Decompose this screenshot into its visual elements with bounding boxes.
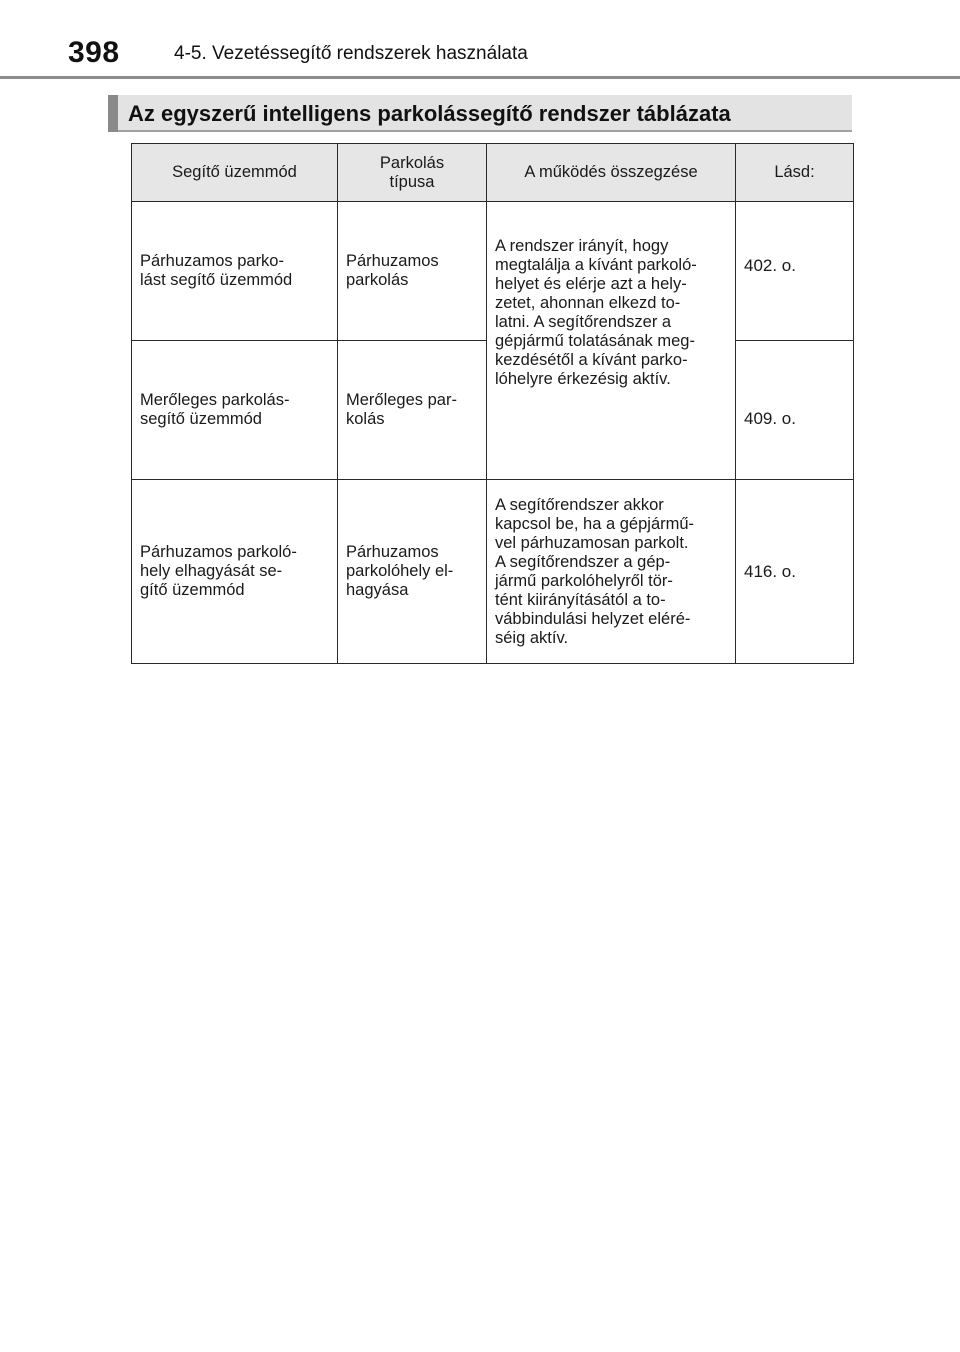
cell-type: Párhuzamos parkolás — [338, 202, 487, 341]
table-row — [132, 480, 854, 664]
cell-ref: 402. o. — [736, 202, 854, 341]
header-divider — [0, 76, 960, 79]
cell-mode: Merőleges parkolás- segítő üzemmód — [132, 341, 338, 480]
section-title: Az egyszerű intelligens parkolássegítő rendszer táblázata — [128, 101, 731, 126]
cell-mode: Párhuzamos parko- lást segítő üzemmód — [132, 202, 338, 341]
column-header-ref: Lásd: — [736, 144, 854, 202]
cell-ref: 409. o. — [736, 341, 854, 480]
table-row — [132, 202, 854, 341]
page-number: 398 — [68, 36, 120, 69]
table-header-row — [132, 144, 854, 202]
chapter-title: 4-5. Vezetéssegítő rendszerek használata — [174, 43, 528, 64]
section-title-band — [108, 95, 852, 132]
column-header-type: Parkolás típusa — [338, 144, 487, 202]
cell-summary: A rendszer irányít, hogy megtalálja a kívánt parkoló- helyet és elérje azt a hely- zetet, ahonnan elkezd to- latni. A segítőrendszer a gépjármű tolatásának meg- kezdésétől a kívánt parko- lóhelyre érkezésig aktív. — [487, 202, 736, 480]
parking-assist-table — [131, 143, 854, 664]
cell-ref: 416. o. — [736, 480, 854, 664]
cell-type: Merőleges par- kolás — [338, 341, 487, 480]
column-header-summary: A működés összegzése — [487, 144, 736, 202]
cell-summary: A segítőrendszer akkor kapcsol be, ha a gépjármű- vel párhuzamosan parkolt. A segítőrendszer a gép- jármű parkolóhelyről tör- tént kiirányításától a to- vábbindulási helyzet eléré- séig aktív. — [487, 480, 736, 664]
cell-mode: Párhuzamos parkoló- hely elhagyását se- gítő üzemmód — [132, 480, 338, 664]
section-title-accent-bar — [108, 95, 118, 132]
column-header-mode: Segítő üzemmód — [132, 144, 338, 202]
cell-type: Párhuzamos parkolóhely el- hagyása — [338, 480, 487, 664]
